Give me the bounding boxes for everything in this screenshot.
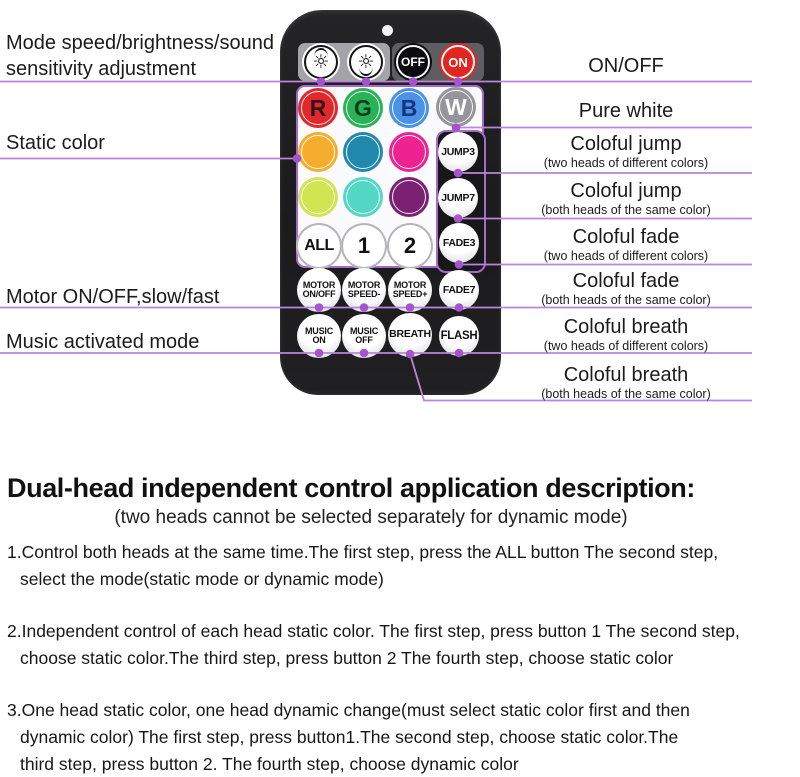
label-motor: Motor ON/OFF,slow/fast xyxy=(6,286,220,308)
button-label: MOTOR xyxy=(302,279,336,290)
button-label: SPEED+ xyxy=(392,289,428,299)
white-key: W xyxy=(436,87,476,127)
speed-brightness-up-button xyxy=(302,43,340,81)
label-static-color: Static color xyxy=(6,132,105,154)
fade3-button: FADE3 xyxy=(439,223,479,263)
description-line: 1.Control both heads at the same time.The first step, press the ALL button The second step, xyxy=(7,542,719,562)
jump3-button: JUMP3 xyxy=(438,132,478,172)
head-1-button: 1 xyxy=(341,223,387,269)
label-line: sensitivity adjustment xyxy=(6,58,197,80)
plum-key xyxy=(389,177,429,217)
breath-button: BREATH xyxy=(388,313,432,357)
button-label: OFF xyxy=(355,335,373,345)
arc-down-icon xyxy=(359,67,373,76)
fade7-button: FADE7 xyxy=(439,270,479,310)
label-sub: (two heads of different colors) xyxy=(543,156,709,170)
description-heading: Dual-head independent control application description: xyxy=(7,473,695,503)
label-title: Coloful fade xyxy=(572,226,680,248)
label-sub: (two heads of different colors) xyxy=(543,249,709,263)
description-line: third step, press button 2. The fourth step, choose dynamic color xyxy=(20,754,519,774)
music-on-button xyxy=(297,314,341,358)
turquoise-key xyxy=(343,177,383,217)
label-coloful-fade-2 xyxy=(500,269,752,308)
sun-icon: ☼ xyxy=(312,50,330,73)
description-line: select the mode(static mode or dynamic mode) xyxy=(20,569,384,589)
flash-button: FLASH xyxy=(439,316,479,356)
label-title: Coloful fade xyxy=(572,270,680,292)
jump7-button: JUMP7 xyxy=(438,178,478,218)
label-line: Mode speed/brightness/sound xyxy=(6,32,274,54)
label-title: ON/OFF xyxy=(588,55,664,77)
label-title: Pure white xyxy=(578,100,674,122)
description-line: dynamic color) The first step, press button1.The second step, choose static color.The xyxy=(20,727,679,747)
on-button: ON xyxy=(439,43,477,81)
button-label: MOTOR xyxy=(393,279,427,290)
label-title: Coloful jump xyxy=(570,133,682,155)
description-line: 3.One head static color, one head dynamic change(must select static color first and then xyxy=(7,700,690,720)
label-music: Music activated mode xyxy=(6,331,200,353)
description-line: 2.Independent control of each head static color. The first step, press button 1 The second step, xyxy=(7,621,740,641)
speed-brightness-down-button xyxy=(347,43,385,81)
off-button: OFF xyxy=(394,43,432,81)
amber-key xyxy=(298,132,338,172)
label-coloful-jump-2 xyxy=(500,179,752,218)
label-title: Coloful jump xyxy=(570,180,682,202)
music-off-button xyxy=(342,314,386,358)
description-line: choose static color.The third step, press button 2 The fourth step, choose static color xyxy=(20,648,674,668)
label-mode-speed xyxy=(6,30,274,82)
description-subheading: (two heads cannot be selected separately for dynamic mode) xyxy=(114,507,628,528)
label-pure-white xyxy=(500,99,752,123)
green-key: G xyxy=(343,88,383,128)
motor-speed-minus-button xyxy=(342,268,386,312)
label-sub: (both heads of the same color) xyxy=(541,293,711,307)
description-item-1 xyxy=(7,539,795,593)
red-key: R xyxy=(298,88,338,128)
arc-up-icon xyxy=(314,48,328,57)
label-sub: (both heads of the same color) xyxy=(541,387,711,401)
head-2-button: 2 xyxy=(387,223,433,269)
button-label: ON/OFF xyxy=(302,289,336,299)
label-coloful-jump-1 xyxy=(500,132,752,171)
description-item-2 xyxy=(7,618,795,672)
label-on-off xyxy=(500,54,752,78)
label-title: Coloful breath xyxy=(563,316,689,338)
button-label: ON xyxy=(312,335,326,345)
label-coloful-breath-1 xyxy=(500,315,752,354)
button-label: MOTOR xyxy=(347,279,381,290)
label-coloful-breath-2 xyxy=(500,363,752,402)
lime-key xyxy=(298,177,338,217)
label-coloful-fade-1 xyxy=(500,225,752,264)
ir-led-dot xyxy=(382,25,393,36)
magenta-key xyxy=(389,132,429,172)
motor-speed-plus-button xyxy=(388,268,432,312)
remote-control xyxy=(280,10,501,395)
teal-key xyxy=(343,132,383,172)
button-label: MUSIC xyxy=(350,325,378,336)
label-sub: (both heads of the same color) xyxy=(541,203,711,217)
all-button: ALL xyxy=(296,223,342,269)
motor-onoff-button xyxy=(297,268,341,312)
description-item-3 xyxy=(7,697,795,777)
sun-icon: ☼ xyxy=(357,50,375,73)
label-title: Coloful breath xyxy=(563,364,689,386)
blue-key: B xyxy=(389,88,429,128)
button-label: MUSIC xyxy=(305,325,333,336)
button-label: SPEED- xyxy=(347,289,381,299)
label-sub: (two heads of different colors) xyxy=(543,339,709,353)
